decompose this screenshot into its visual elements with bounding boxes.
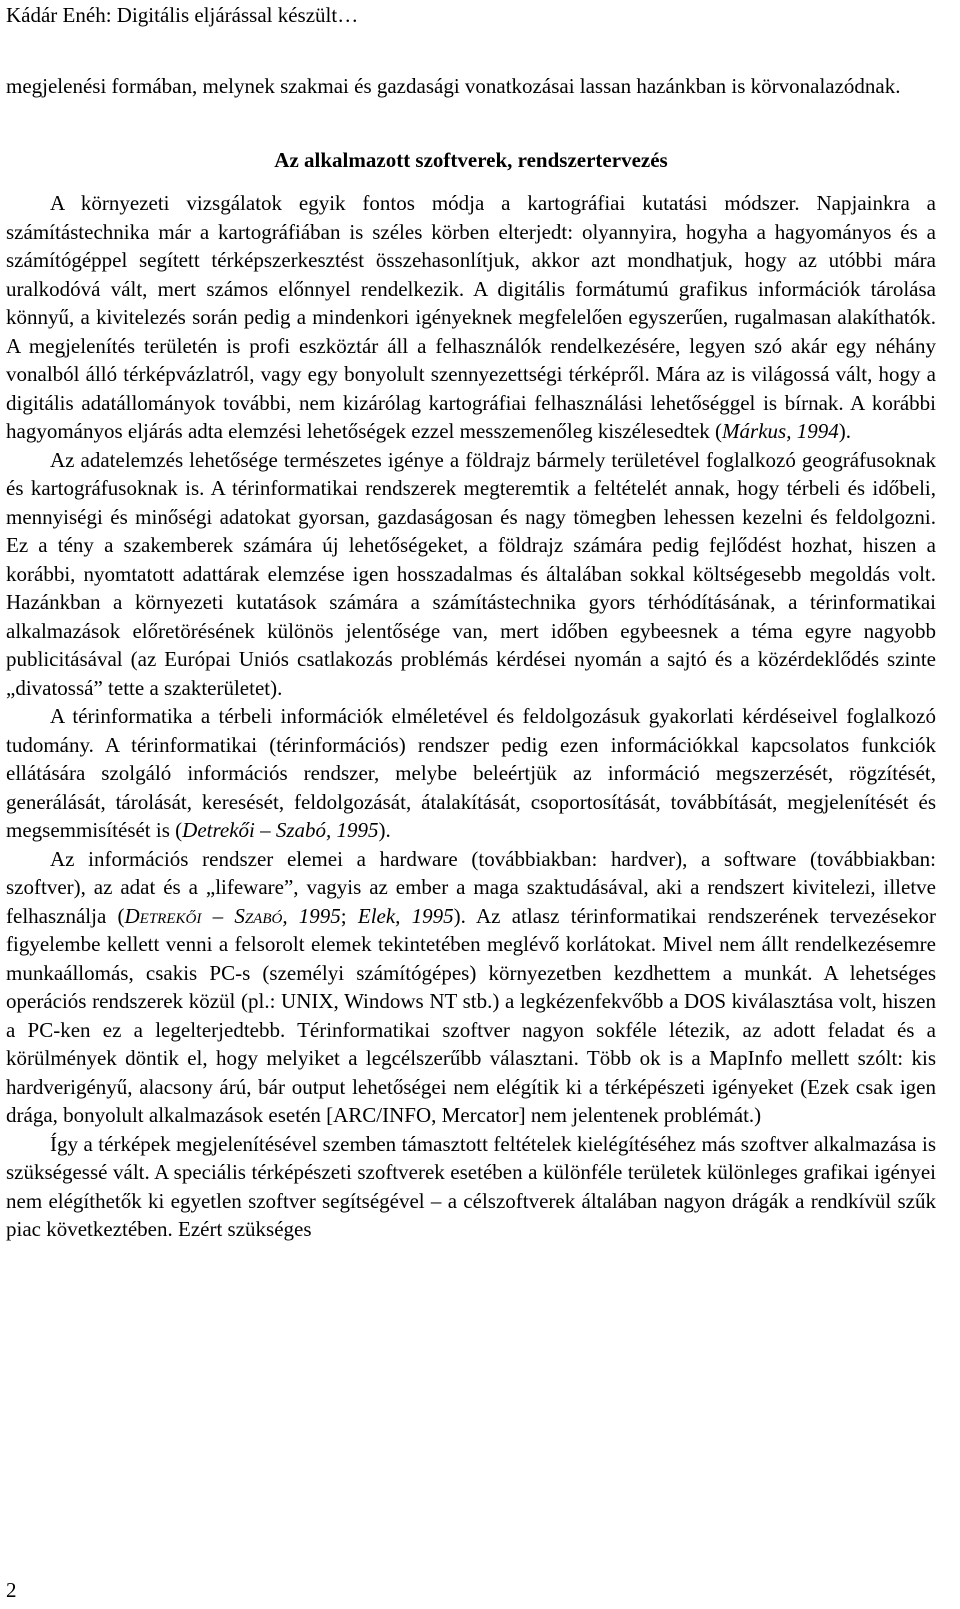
citation-part: zabó [244, 903, 283, 928]
citation-part: S [234, 903, 245, 928]
paragraph-text: A környezeti vizsgálatok egyik fontos módja a kartográfiai kutatási módszer. Napjainkra a számítástechnika már a kartográfiában is széles körben elterjedt: olyannyira, hogyha a hagyományos és a számítógéppel segített térképszerkesztést összehasonlítjuk, akkor azt mondhatjuk, hogy az utóbbi mára uralkodóvá vált, mert számos előnnyel rendelkezik. A digitális formátumú grafikus információk tárolása könnyű, a kivitelezés során pedig a mindenkori igényeknek megfelelően egyszerűen, rugalmasan alakíthatók. A megjelenítés területén is profi eszköztár áll a felhasználók rendelkezésére, legyen szó akár egy néhány vonalból álló térképvázlatról, vagy egy bonyolult szennyezettségi térképről. Mára az is világossá vált, hogy a digitális adatállományok további, nem kizárólag kartográfiai felhasználási lehetőséggel is bírnak. A korábbi hagyományos eljárás adta elemzési lehetőségek ezzel messzemenőleg kiszélesedtek ( [6, 191, 936, 443]
running-header: Kádár Enéh: Digitális eljárással készült… [6, 3, 359, 27]
paragraph-text: ). [378, 818, 391, 842]
body-text [6, 72, 936, 1244]
citation: Márkus, 1994 [722, 419, 839, 443]
paragraph-2: Az adatelemzés lehetősége természetes igénye a földrajz bármely területével foglalkozó geográfusoknak és kartográfusoknak is. A térinformatikai rendszerek megteremtik a feltételét annak, hogy térbeli és időbeli, mennyiségi és minőségi adatokat gyorsan, gazdaságosan és nagy tömegben lehessen kezelni és feldolgozni. Ez a tény a szakemberek számára új lehetőségeket, a földrajz számára pedig fejlődést hozhat, hiszen a korábbi, nyomtatott adattárak elemzése igen hosszadalmas és általában sokkal költségesebb megoldás volt. Hazánkban a környezeti kutatások számára a számítástechnika gyors térhódításának, a térinformatikai alkalmazások előretörésének különös jelentősége van, mert időben egybeesnek a téma egyre nagyobb publicitásával (az Európai Uniós csatlakozás problémás kérdései nyomán a sajtó és a közérdeklődés szinte „divatossá” tette a szakterületet). [6, 447, 936, 700]
page-number: 2 [6, 1578, 17, 1602]
paragraph-text: Az információs rendszer elemei a hardware (továbbiakban: hardver), a software (továbbiakban: szoftver), az adat és a „lifeware”, vagyis az ember a maga szaktudásával, aki a rendszert kivitelezi, illetve felhasználja ( [6, 846, 936, 928]
paragraph-text: ). [838, 419, 851, 443]
citation: Detrekői – Szabó, 1995 [182, 818, 379, 842]
citation-separator: ; [340, 903, 358, 928]
citation-part: etrekői [139, 903, 202, 928]
paragraph-5: Így a térképek megjelenítésével szemben támasztott feltételek kielégítéséhez más szoftver alkalmazása is szükségessé vált. A speciális térképészeti szoftverek esetében a különféle területek különleges grafikai igényei nem elégíthetők ki egyetlen szoftver segítségével – a célszoftverek általában nagyon drágák a rendkívül szűk piac következtében. Ezért szükséges [6, 1131, 936, 1241]
citation-part: D [124, 903, 140, 928]
paragraph-4 [6, 845, 936, 1130]
paragraph-1 [6, 189, 936, 446]
citation: Elek, 1995 [357, 903, 454, 928]
citation [125, 904, 341, 928]
paragraph-text: A térinformatika a térbeli információk elméletével és feldolgozásuk gyakorlati kérdéseivel foglalkozó tudomány. A térinformatikai (térinformációs) rendszer pedig ezen információkkal kapcsolatos funkciók ellátására szolgáló információs rendszer, melybe beleértjük az információ megszerzését, rögzítését, generálását, tárolását, keresését, feldolgozását, átalakítását, csoportosítását, továbbítását, megjelenítését és megsemmisítését is ( [6, 704, 936, 842]
paragraph-text: ). Az atlasz térinformatikai rendszerének tervezésekor figyelembe kellett venni a felsorolt elemek tekintetében meglévő korlátokat. Mivel nem állt rendelkezésemre munkaállomás, csakis PC-s (személyi számítógépes) környezetben kezdhettem a munkát. A lehetséges operációs rendszerek közül (pl.: UNIX, Windows NT stb.) a legkézenfekvőbb a DOS kiválasztása volt, hiszen a PC-ken ez a legelterjedtebb. Térinformatikai szoftver nagyon sokféle létezik, az adott feladat és a körülmények döntik el, hogy melyiket a legcélszerűbb választani. Több ok is a MapInfo mellett szólt: kis hardverigényű, alacsony árú, bár output lehetőségei nem elégítik ki a térképészeti igényeket (Ezek csak igen drága, bonyolult alkalmazások esetén [ARC/INFO, Mercator] nem jelentenek problémát.) [6, 903, 937, 1127]
paragraph-3 [6, 702, 936, 845]
citation-part: , 1995 [282, 903, 341, 928]
paragraph-continuation: megjelenési formában, melynek szakmai és gazdasági vonatkozásai lassan hazánkban is körvonalazódnak. [6, 74, 901, 98]
citation-part: – [201, 903, 235, 928]
section-heading: Az alkalmazott szoftverek, rendszertervezés [274, 147, 668, 172]
